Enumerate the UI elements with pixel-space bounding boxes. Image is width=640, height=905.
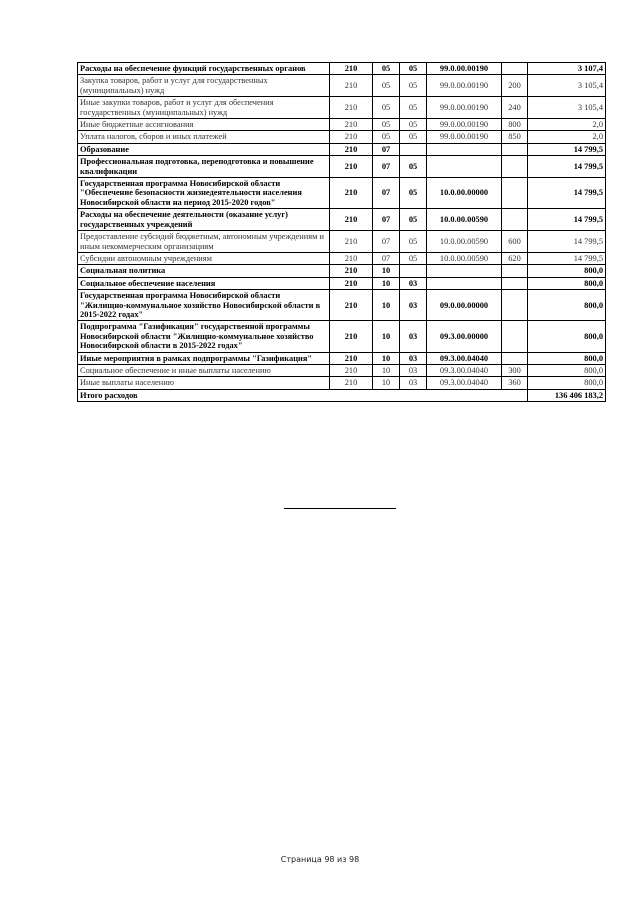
row-target-code: 99.0.00.00190 bbox=[427, 75, 502, 97]
row-name: Уплата налогов, сборов и иных платежей bbox=[78, 131, 330, 143]
row-ministry-code: 210 bbox=[330, 364, 373, 376]
table-row bbox=[78, 277, 606, 289]
row-ministry-code: 210 bbox=[330, 131, 373, 143]
table-row bbox=[78, 377, 606, 389]
row-name: Иные мероприятия в рамках подпрограммы "Газификация" bbox=[78, 352, 330, 364]
total-row bbox=[78, 389, 606, 401]
row-ministry-code: 210 bbox=[330, 231, 373, 253]
row-target-code bbox=[427, 265, 502, 277]
row-name: Предоставление субсидий бюджетным, автономным учреждениям и иным некоммерческим организациям bbox=[78, 231, 330, 253]
row-amount: 800,0 bbox=[528, 290, 606, 321]
table-row bbox=[78, 143, 606, 155]
row-expense-type bbox=[502, 352, 528, 364]
table-row bbox=[78, 364, 606, 376]
row-ministry-code: 210 bbox=[330, 209, 373, 231]
row-target-code: 10.0.00.00590 bbox=[427, 252, 502, 264]
row-amount: 3 107,4 bbox=[528, 63, 606, 75]
row-target-code: 10.0.00.00590 bbox=[427, 209, 502, 231]
row-target-code: 99.0.00.00190 bbox=[427, 97, 502, 119]
row-subsection: 05 bbox=[400, 178, 427, 209]
row-expense-type bbox=[502, 290, 528, 321]
row-expense-type bbox=[502, 209, 528, 231]
table-row bbox=[78, 131, 606, 143]
row-subsection: 03 bbox=[400, 352, 427, 364]
row-target-code bbox=[427, 277, 502, 289]
row-name: Закупка товаров, работ и услуг для государственных (муниципальных) нужд bbox=[78, 75, 330, 97]
row-section: 10 bbox=[373, 277, 400, 289]
row-expense-type: 800 bbox=[502, 119, 528, 131]
table-row bbox=[78, 156, 606, 178]
row-expense-type: 600 bbox=[502, 231, 528, 253]
row-name: Подпрограмма "Газификация" государственной программы Новосибирской области "Жилищно-коммунальное хозяйство Новосибирской области в 2015-2022 годах" bbox=[78, 321, 330, 352]
row-expense-type bbox=[502, 156, 528, 178]
row-subsection: 03 bbox=[400, 290, 427, 321]
table-row bbox=[78, 75, 606, 97]
row-target-code: 09.0.00.00000 bbox=[427, 290, 502, 321]
row-target-code: 09.3.00.04040 bbox=[427, 377, 502, 389]
row-subsection: 05 bbox=[400, 156, 427, 178]
row-expense-type: 360 bbox=[502, 377, 528, 389]
row-section: 07 bbox=[373, 178, 400, 209]
row-name: Социальная политика bbox=[78, 265, 330, 277]
row-section: 10 bbox=[373, 321, 400, 352]
row-ministry-code: 210 bbox=[330, 290, 373, 321]
row-name: Расходы на обеспечение деятельности (оказание услуг) государственных учреждений bbox=[78, 209, 330, 231]
row-subsection: 05 bbox=[400, 63, 427, 75]
row-subsection: 05 bbox=[400, 119, 427, 131]
row-target-code: 10.0.00.00000 bbox=[427, 178, 502, 209]
row-amount: 3 105,4 bbox=[528, 97, 606, 119]
row-target-code: 09.3.00.00000 bbox=[427, 321, 502, 352]
row-amount: 800,0 bbox=[528, 277, 606, 289]
row-target-code: 99.0.00.00190 bbox=[427, 119, 502, 131]
row-expense-type: 300 bbox=[502, 364, 528, 376]
row-section: 10 bbox=[373, 377, 400, 389]
row-target-code bbox=[427, 156, 502, 178]
row-target-code: 09.3.00.04040 bbox=[427, 352, 502, 364]
table-row bbox=[78, 321, 606, 352]
row-target-code: 09.3.00.04040 bbox=[427, 364, 502, 376]
row-amount: 2,0 bbox=[528, 131, 606, 143]
row-amount: 800,0 bbox=[528, 377, 606, 389]
row-amount: 14 799,5 bbox=[528, 209, 606, 231]
row-ministry-code: 210 bbox=[330, 252, 373, 264]
table-row bbox=[78, 231, 606, 253]
row-subsection: 05 bbox=[400, 131, 427, 143]
row-section: 07 bbox=[373, 209, 400, 231]
row-amount: 800,0 bbox=[528, 321, 606, 352]
separator-line bbox=[284, 508, 396, 509]
page-footer: Страница 98 из 98 bbox=[280, 855, 360, 864]
row-expense-type: 240 bbox=[502, 97, 528, 119]
row-ministry-code: 210 bbox=[330, 265, 373, 277]
row-amount: 3 105,4 bbox=[528, 75, 606, 97]
row-expense-type bbox=[502, 277, 528, 289]
row-expense-type bbox=[502, 265, 528, 277]
row-section: 07 bbox=[373, 143, 400, 155]
row-ministry-code: 210 bbox=[330, 277, 373, 289]
table-row bbox=[78, 252, 606, 264]
row-section: 10 bbox=[373, 265, 400, 277]
row-section: 10 bbox=[373, 364, 400, 376]
row-subsection: 03 bbox=[400, 277, 427, 289]
row-subsection: 05 bbox=[400, 75, 427, 97]
row-amount: 800,0 bbox=[528, 265, 606, 277]
row-subsection: 05 bbox=[400, 252, 427, 264]
row-target-code bbox=[427, 143, 502, 155]
row-expense-type: 850 bbox=[502, 131, 528, 143]
row-target-code: 99.0.00.00190 bbox=[427, 63, 502, 75]
row-name: Социальное обеспечение населения bbox=[78, 277, 330, 289]
row-subsection: 05 bbox=[400, 97, 427, 119]
row-name: Расходы на обеспечение функций государственных органов bbox=[78, 63, 330, 75]
row-subsection: 05 bbox=[400, 209, 427, 231]
row-subsection: 03 bbox=[400, 321, 427, 352]
row-section: 05 bbox=[373, 131, 400, 143]
table-row bbox=[78, 119, 606, 131]
row-section: 07 bbox=[373, 231, 400, 253]
row-section: 07 bbox=[373, 156, 400, 178]
row-ministry-code: 210 bbox=[330, 178, 373, 209]
row-amount: 800,0 bbox=[528, 352, 606, 364]
row-subsection: 05 bbox=[400, 231, 427, 253]
row-expense-type: 620 bbox=[502, 252, 528, 264]
row-expense-type: 200 bbox=[502, 75, 528, 97]
row-section: 05 bbox=[373, 75, 400, 97]
row-ministry-code: 210 bbox=[330, 119, 373, 131]
row-ministry-code: 210 bbox=[330, 63, 373, 75]
row-amount: 14 799,5 bbox=[528, 231, 606, 253]
row-name: Социальное обеспечение и иные выплаты населению bbox=[78, 364, 330, 376]
row-subsection: 03 bbox=[400, 377, 427, 389]
total-amount: 136 406 183,2 bbox=[528, 389, 606, 401]
table-row bbox=[78, 209, 606, 231]
row-section: 07 bbox=[373, 252, 400, 264]
row-expense-type bbox=[502, 63, 528, 75]
total-label: Итого расходов bbox=[78, 389, 528, 401]
row-amount: 14 799,5 bbox=[528, 143, 606, 155]
row-target-code: 10.0.00.00590 bbox=[427, 231, 502, 253]
expenditure-table bbox=[77, 62, 606, 402]
row-ministry-code: 210 bbox=[330, 156, 373, 178]
table-row bbox=[78, 178, 606, 209]
table-body bbox=[78, 63, 606, 402]
row-subsection bbox=[400, 143, 427, 155]
row-name: Иные закупки товаров, работ и услуг для обеспечения государственных (муниципальных) нужд bbox=[78, 97, 330, 119]
table-row bbox=[78, 352, 606, 364]
row-section: 10 bbox=[373, 290, 400, 321]
row-amount: 14 799,5 bbox=[528, 178, 606, 209]
row-ministry-code: 210 bbox=[330, 97, 373, 119]
row-amount: 14 799,5 bbox=[528, 156, 606, 178]
row-section: 05 bbox=[373, 119, 400, 131]
table-row bbox=[78, 97, 606, 119]
row-amount: 800,0 bbox=[528, 364, 606, 376]
row-expense-type bbox=[502, 143, 528, 155]
row-ministry-code: 210 bbox=[330, 352, 373, 364]
row-target-code: 99.0.00.00190 bbox=[427, 131, 502, 143]
table-row bbox=[78, 290, 606, 321]
row-name: Государственная программа Новосибирской области "Обеспечение безопасности жизнедеятельности населения Новосибирской области на период 2015-2020 годов" bbox=[78, 178, 330, 209]
row-ministry-code: 210 bbox=[330, 377, 373, 389]
row-section: 05 bbox=[373, 63, 400, 75]
row-name: Профессиональная подготовка, переподготовка и повышение квалификации bbox=[78, 156, 330, 178]
table-row bbox=[78, 265, 606, 277]
row-name: Иные бюджетные ассигнования bbox=[78, 119, 330, 131]
row-amount: 14 799,5 bbox=[528, 252, 606, 264]
row-expense-type bbox=[502, 321, 528, 352]
row-amount: 2,0 bbox=[528, 119, 606, 131]
row-subsection: 03 bbox=[400, 364, 427, 376]
row-name: Образование bbox=[78, 143, 330, 155]
row-ministry-code: 210 bbox=[330, 75, 373, 97]
row-name: Иные выплаты населению bbox=[78, 377, 330, 389]
row-section: 05 bbox=[373, 97, 400, 119]
row-name: Субсидии автономным учреждениям bbox=[78, 252, 330, 264]
row-ministry-code: 210 bbox=[330, 143, 373, 155]
row-subsection bbox=[400, 265, 427, 277]
row-name: Государственная программа Новосибирской области "Жилищно-коммунальное хозяйство Новосибирской области в 2015-2022 годах" bbox=[78, 290, 330, 321]
row-section: 10 bbox=[373, 352, 400, 364]
table-row bbox=[78, 63, 606, 75]
row-expense-type bbox=[502, 178, 528, 209]
row-ministry-code: 210 bbox=[330, 321, 373, 352]
